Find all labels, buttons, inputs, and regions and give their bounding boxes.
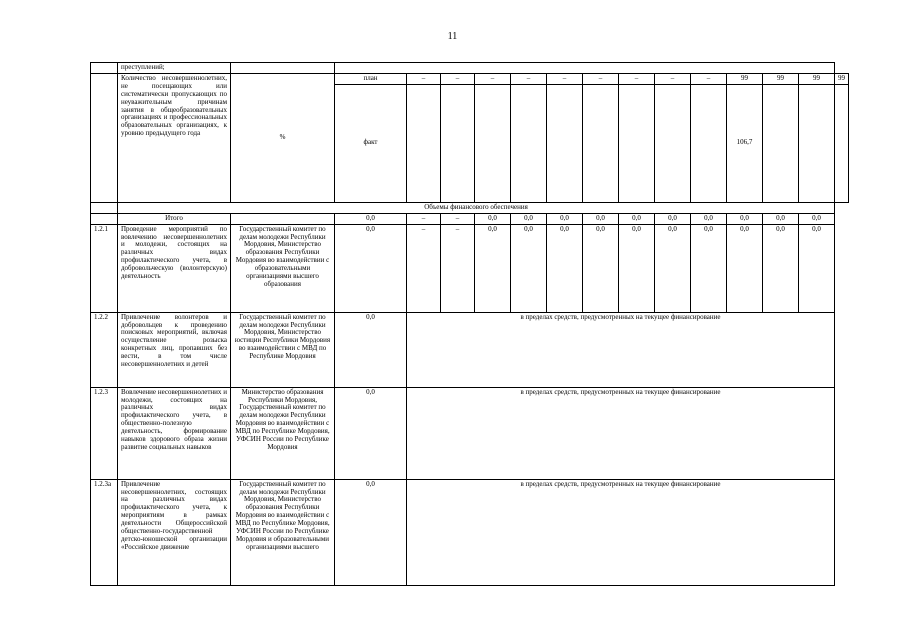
measure-value: 0,0 xyxy=(335,224,407,312)
plan-value: 99 xyxy=(727,73,763,84)
total-value: 0,0 xyxy=(335,213,407,224)
indicator-name: Количество несовершеннолетних, не посещающих или систематически пропускающих по неуважительным причинам занятия в общеобразовательных организациях и профессиональных образовательных организациях, к уровню предыдущего года xyxy=(118,73,231,202)
indicator-plan-row xyxy=(91,73,849,84)
total-value: 0,0 xyxy=(691,213,727,224)
fact-value xyxy=(583,84,619,202)
measure-value: 0,0 xyxy=(475,224,511,312)
financing-note: в пределах средств, предусмотренных на текущее финансирование xyxy=(407,387,835,479)
measure-number: 1.2.3 xyxy=(91,387,118,479)
plan-value: 99 xyxy=(799,73,835,84)
measure-name: Вовлечение несовершеннолетних и молодежи, состоящих на различных видах профилактического учета, в общественно-полезную деятельность, формирование навыков здорового образа жизни развитие социальных навыков xyxy=(118,387,231,479)
measure-number: 1.2.3а xyxy=(91,479,118,585)
total-value: 0,0 xyxy=(619,213,655,224)
measure-name: Проведение мероприятий по вовлечению несовершеннолетних и молодежи, состоящих на различных видах профилактического учета, в добровольческую (волонтерскую) деятельность xyxy=(118,224,231,312)
total-row xyxy=(91,213,849,224)
total-value: – xyxy=(441,213,475,224)
plan-value: 99 xyxy=(763,73,799,84)
total-label: Итого xyxy=(118,213,231,224)
plan-value: – xyxy=(655,73,691,84)
measure-value: 0,0 xyxy=(691,224,727,312)
financing-header: Объемы финансового обеспечения xyxy=(118,202,835,213)
measure-total: 0,0 xyxy=(335,387,407,479)
total-value: 0,0 xyxy=(727,213,763,224)
plan-value: – xyxy=(407,73,441,84)
fact-value xyxy=(799,84,835,202)
fact-value xyxy=(511,84,547,202)
indicator-unit: % xyxy=(231,73,335,202)
measure-number: 1.2.1 xyxy=(91,224,118,312)
measure-executor: Государственный комитет по делам молодежи Республики Мордовия, Министерство образования Республики Мордовия во взаимодействии с МВД по Республике Мордовия, УФСИН России по Республике Мордовия и образовательными организациями высшего xyxy=(231,479,335,585)
measure-value: 0,0 xyxy=(727,224,763,312)
total-value: – xyxy=(407,213,441,224)
fact-value xyxy=(835,84,849,202)
measure-row xyxy=(91,312,849,387)
continuation-text: преступлений; xyxy=(118,63,231,74)
measure-value: 0,0 xyxy=(763,224,799,312)
plan-value: – xyxy=(691,73,727,84)
total-value: 0,0 xyxy=(547,213,583,224)
total-value: 0,0 xyxy=(583,213,619,224)
measure-value: 0,0 xyxy=(619,224,655,312)
measure-name: Привлечение волонтеров и добровольцев к проведению поисковых мероприятий, включая осуществление розыска конкретных лиц, пропавших без вести, в том числе несовершеннолетних и детей xyxy=(118,312,231,387)
total-value: 0,0 xyxy=(799,213,835,224)
fact-value: 106,7 xyxy=(727,84,763,202)
measure-executor: Министерство образования Республики Мордовия, Государственный комитет по делам молодежи Республики Мордовия во взаимодействии с МВД по Республике Мордовия, УФСИН России по Республике Мордовия xyxy=(231,387,335,479)
financing-note: в пределах средств, предусмотренных на текущее финансирование xyxy=(407,312,835,387)
fact-value xyxy=(619,84,655,202)
plan-value: – xyxy=(441,73,475,84)
fact-value xyxy=(547,84,583,202)
measure-executor: Государственный комитет по делам молодежи Республики Мордовия, Министерство образования Республики Мордовия во взаимодействии с образовательными организациями высшего образования xyxy=(231,224,335,312)
measure-name: Привлечение несовершеннолетних, состоящих на различных видах профилактического учета, к мероприятиям в рамках деятельности Общероссийской общественно-государственной детско-юношеской организации «Российское движение xyxy=(118,479,231,585)
measure-total: 0,0 xyxy=(335,479,407,585)
fact-value xyxy=(655,84,691,202)
fact-value xyxy=(441,84,475,202)
plan-value: 99 xyxy=(835,73,849,84)
total-value: 0,0 xyxy=(475,213,511,224)
plan-label: план xyxy=(335,73,407,84)
plan-value: – xyxy=(619,73,655,84)
measure-row xyxy=(91,479,849,585)
measure-value: – xyxy=(407,224,441,312)
plan-value: – xyxy=(511,73,547,84)
total-value: 0,0 xyxy=(511,213,547,224)
fact-value xyxy=(691,84,727,202)
fact-value xyxy=(475,84,511,202)
page-number: 11 xyxy=(447,31,458,42)
fact-label: факт xyxy=(335,84,407,202)
financing-note: в пределах средств, предусмотренных на текущее финансирование xyxy=(407,479,835,585)
measure-value: 0,0 xyxy=(583,224,619,312)
fact-value xyxy=(407,84,441,202)
measure-value: – xyxy=(441,224,475,312)
measure-value: 0,0 xyxy=(547,224,583,312)
program-table xyxy=(90,62,849,586)
measure-number: 1.2.2 xyxy=(91,312,118,387)
measure-row xyxy=(91,387,849,479)
measure-total: 0,0 xyxy=(335,312,407,387)
continuation-row xyxy=(91,63,849,74)
financing-header-row xyxy=(91,202,849,213)
measure-executor: Государственный комитет по делам молодежи Республики Мордовия, Министерство юстиции Республики Мордовия во взаимодействии с МВД по Республике Мордовия xyxy=(231,312,335,387)
plan-value: – xyxy=(583,73,619,84)
fact-value xyxy=(763,84,799,202)
total-value: 0,0 xyxy=(655,213,691,224)
measure-row xyxy=(91,224,849,312)
plan-value: – xyxy=(547,73,583,84)
measure-value: 0,0 xyxy=(799,224,835,312)
measure-value: 0,0 xyxy=(511,224,547,312)
total-value: 0,0 xyxy=(763,213,799,224)
measure-value: 0,0 xyxy=(655,224,691,312)
plan-value: – xyxy=(475,73,511,84)
